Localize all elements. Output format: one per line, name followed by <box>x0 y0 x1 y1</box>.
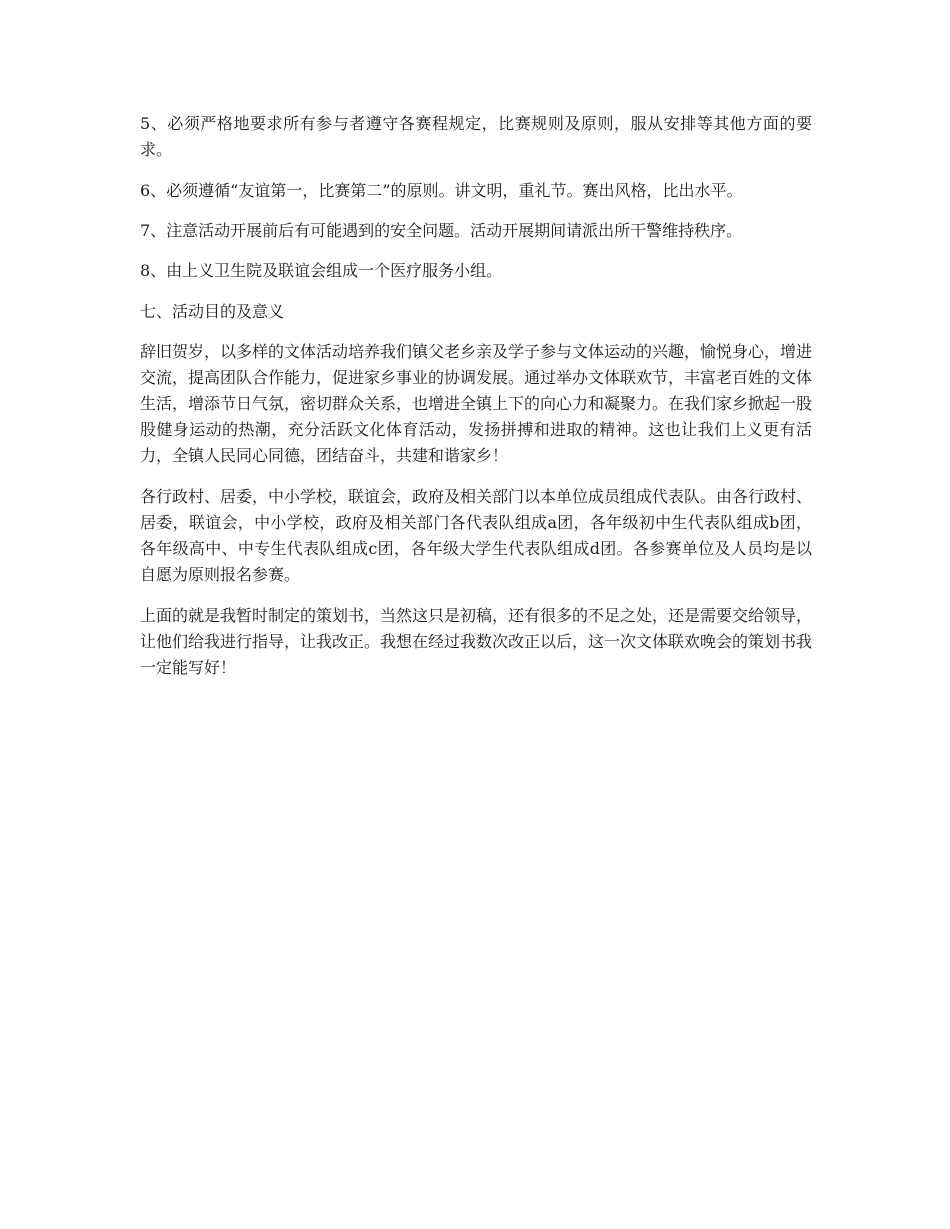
purpose-paragraph: 辞旧贺岁，以多样的文体活动培养我们镇父老乡亲及学子参与文体运动的兴趣，愉悦身心，增进交流，提高团队合作能力，促进家乡事业的协调发展。通过举办文体联欢节，丰富老百姓的文体生活，增添节日气氛，密切群众关系，也增进全镇上下的向心力和凝聚力。在我们家乡掀起一股股健身运动的热潮，充分活跃文化体育活动，发扬拼搏和进取的精神。这也让我们上义更有活力，全镇人民同心同德，团结奋斗，共建和谐家乡！ <box>140 342 813 465</box>
section-heading: 七、活动目的及意义 <box>140 302 285 321</box>
rule-item-7: 7、注意活动开展前后有可能遇到的安全问题。活动开展期间请派出所干警维持秩序。 <box>140 221 743 240</box>
rule-item-5: 5、必须严格地要求所有参与者遵守各赛程规定，比赛规则及原则，服从安排等其他方面的要求。 <box>140 114 812 159</box>
rule-item-6: 6、必须遵循“友谊第一，比赛第二”的原则。讲文明，重礼节。赛出风格，比出水平。 <box>140 181 743 200</box>
rule-item-8: 8、由上义卫生院及联谊会组成一个医疗服务小组。 <box>140 261 503 280</box>
document-page <box>140 111 812 695</box>
closing-paragraph: 上面的就是我暂时制定的策划书，当然这只是初稿，还有很多的不足之处，还是需要交给领导，让他们给我进行指导，让我改正。我想在经过我数次改正以后，这一次文体联欢晚会的策划书我一定能写好！ <box>140 606 813 677</box>
team-composition-paragraph: 各行政村、居委，中小学校，联谊会，政府及相关部门以本单位成员组成代表队。由各行政村、居委，联谊会，中小学校，政府及相关部门各代表队组成a团，各年级初中生代表队组成b团，各年级高中、中专生代表队组成c团，各年级大学生代表队组成d团。各参赛单位及人员均是以自愿为原则报名参赛。 <box>140 487 813 584</box>
